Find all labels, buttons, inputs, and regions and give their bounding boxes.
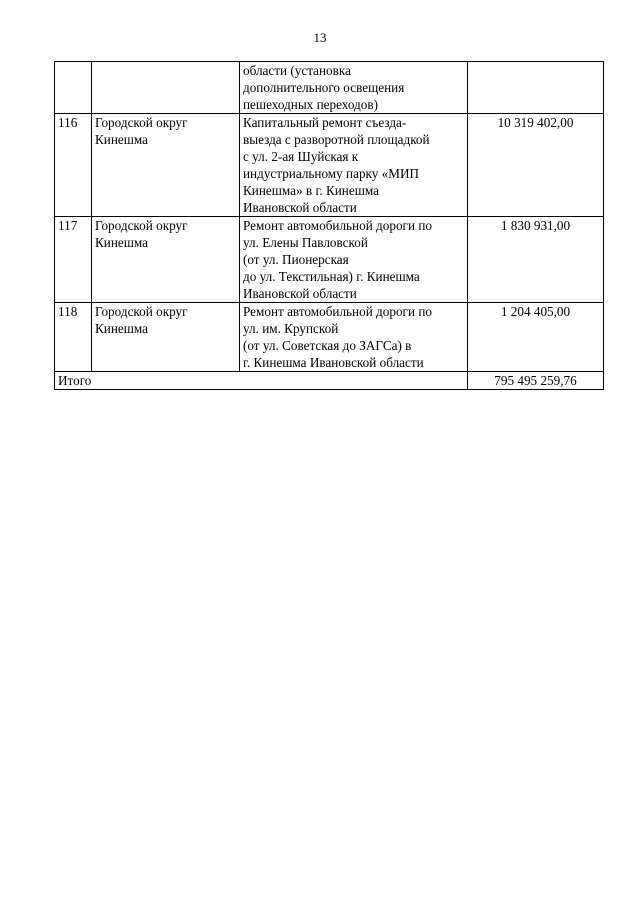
subsidy-table xyxy=(54,61,604,390)
table-row xyxy=(55,303,604,372)
page-number: 13 xyxy=(313,30,327,45)
table-row xyxy=(55,114,604,217)
sum-cell: 1 204 405,00 xyxy=(468,303,604,372)
object-description-cell xyxy=(240,217,468,303)
object-line: (от ул. Пионерская xyxy=(243,252,349,267)
object-description-cell xyxy=(240,303,468,372)
object-line: дополнительного освещения xyxy=(243,80,405,95)
sum-cell xyxy=(468,62,604,114)
object-line: Кинешма» в г. Кинешма xyxy=(243,183,379,198)
object-line: (от ул. Советская до ЗАГСа) в xyxy=(243,338,412,353)
object-line: ул. им. Крупской xyxy=(243,321,339,336)
row-number: 117 xyxy=(55,217,92,303)
municipality-cell xyxy=(92,62,240,114)
table-row xyxy=(55,62,604,114)
object-line: Ремонт автомобильной дороги по xyxy=(243,218,432,233)
object-line: до ул. Текстильная) г. Кинешма xyxy=(243,269,420,284)
object-line: г. Кинешма Ивановской области xyxy=(243,355,424,370)
total-label: Итого xyxy=(55,372,468,390)
row-number: 116 xyxy=(55,114,92,217)
sum-cell: 1 830 931,00 xyxy=(468,217,604,303)
municipality-cell xyxy=(92,217,240,303)
sum-cell: 10 319 402,00 xyxy=(468,114,604,217)
total-sum: 795 495 259,76 xyxy=(468,372,604,390)
table-body xyxy=(55,62,604,390)
municipality-line: Кинешма xyxy=(95,132,149,147)
row-number: 118 xyxy=(55,303,92,372)
municipality-line: Городской округ xyxy=(95,115,188,130)
object-line: индустриальному парку «МИП xyxy=(243,166,420,181)
table-row xyxy=(55,217,604,303)
municipality-line: Кинешма xyxy=(95,321,149,336)
object-line: ул. Елены Павловской xyxy=(243,235,368,250)
object-description-cell xyxy=(240,114,468,217)
object-line: области (установка xyxy=(243,63,351,78)
municipality-line: Городской округ xyxy=(95,218,188,233)
object-line: Ремонт автомобильной дороги по xyxy=(243,304,432,319)
object-line: Капитальный ремонт съезда- xyxy=(243,115,407,130)
total-row xyxy=(55,372,604,390)
object-line: Ивановской области xyxy=(243,286,357,301)
municipality-line: Кинешма xyxy=(95,235,149,250)
row-number xyxy=(55,62,92,114)
object-line: пешеходных переходов) xyxy=(243,97,378,112)
object-description-cell xyxy=(240,62,468,114)
municipality-line: Городской округ xyxy=(95,304,188,319)
object-line: с ул. 2-ая Шуйская к xyxy=(243,149,359,164)
object-line: Ивановской области xyxy=(243,200,357,215)
municipality-cell xyxy=(92,303,240,372)
object-line: выезда с разворотной площадкой xyxy=(243,132,430,147)
municipality-cell xyxy=(92,114,240,217)
